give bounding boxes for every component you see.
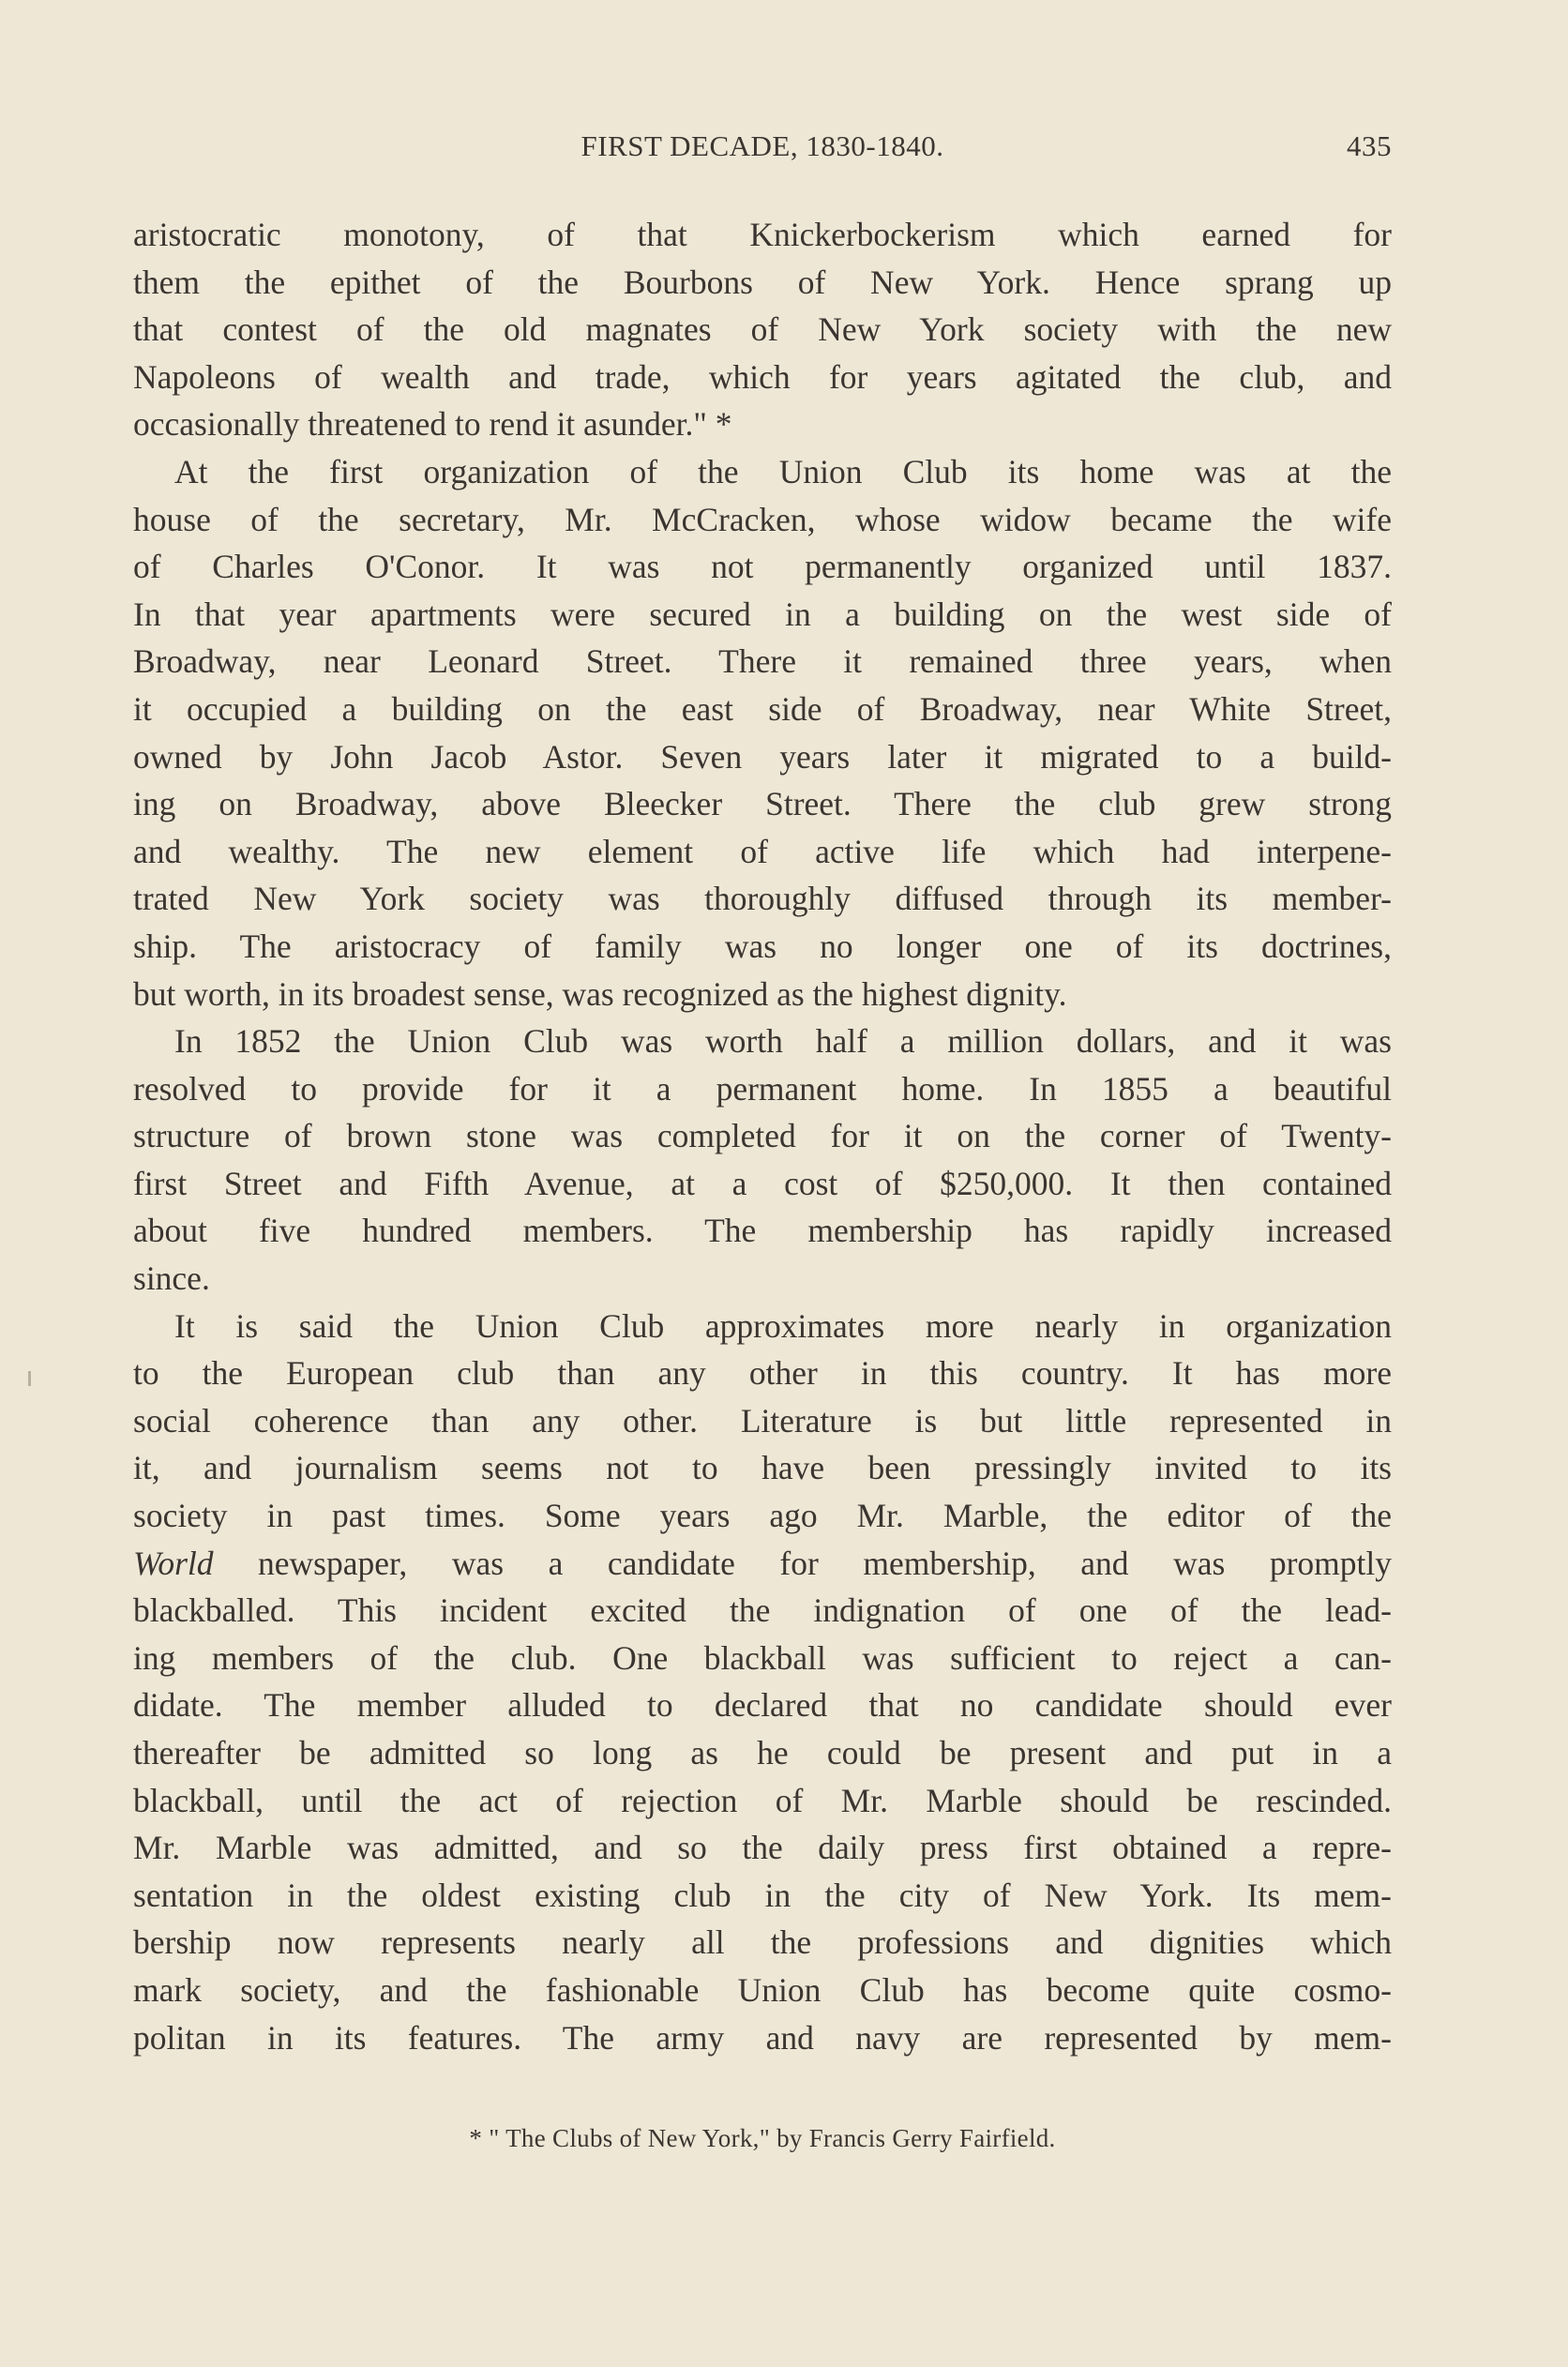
text-line: to the European club than any other in this country. It has more xyxy=(133,1354,1392,1393)
text-line: thereafter be admitted so long as he could be present and put in a xyxy=(133,1734,1392,1771)
body-text xyxy=(133,211,1392,2061)
page-number: 435 xyxy=(1347,129,1392,162)
text-line: bership now represents nearly all the professions and dignities which xyxy=(133,1923,1392,1962)
text-line: blackball, until the act of rejection of Mr. Marble should be rescinded. xyxy=(133,1781,1392,1819)
text-line: society in past times. Some years ago Mr. Marble, the editor of the xyxy=(133,1497,1392,1535)
text-line: It is said the Union Club approximates more nearly in organization xyxy=(174,1306,1392,1345)
text-line: blackballed. This incident excited the indignation of one of the lead- xyxy=(133,1591,1392,1630)
text-line: In 1852 the Union Club was worth half a million dollars, and it was xyxy=(174,1022,1392,1061)
running-title: FIRST DECADE, 1830-1840. xyxy=(580,129,944,162)
text-line: since. xyxy=(133,1259,210,1298)
text-line: and wealthy. The new element of active life which had interpene- xyxy=(133,832,1392,870)
text-line: resolved to provide for it a permanent home. In 1855 a beautiful xyxy=(133,1069,1392,1108)
text-line: trated New York society was thoroughly diffused through its member- xyxy=(133,880,1392,918)
text-line: but worth, in its broadest sense, was recognized as the highest dignity. xyxy=(133,974,1067,1013)
text-line: of Charles O'Conor. It was not permanently organized until 1837. xyxy=(133,548,1392,586)
text-line: first Street and Fifth Avenue, at a cost of $250,000. It then contained xyxy=(133,1164,1392,1202)
text-line: aristocratic monotony, of that Knickerbockerism which earned for xyxy=(133,216,1392,253)
text-line: ing members of the club. One blackball was sufficient to reject a can- xyxy=(133,1638,1392,1677)
text-line: structure of brown stone was completed for it on the corner of Twenty- xyxy=(133,1117,1392,1155)
text-line: it, and journalism seems not to have been pressingly invited to its xyxy=(133,1449,1392,1487)
text-line: didate. The member alluded to declared that no candidate should ever xyxy=(133,1686,1392,1725)
text-line: World newspaper, was a candidate for membership, and was promptly xyxy=(133,1544,1392,1582)
margin-mark xyxy=(28,1371,31,1386)
text-line: them the epithet of the Bourbons of New York. Hence sprang up xyxy=(133,263,1392,301)
text-line: about five hundred members. The membership has rapidly increased xyxy=(133,1212,1392,1250)
text-line: occasionally threatened to rend it asunder." * xyxy=(133,405,732,444)
text-line: Mr. Marble was admitted, and so the daily press first obtained a repre- xyxy=(133,1829,1392,1867)
text-line: In that year apartments were secured in a building on the west side of xyxy=(133,595,1392,633)
text-line: Napoleons of wealth and trade, which for years agitated the club, and xyxy=(133,357,1392,396)
text-line: ship. The aristocracy of family was no longer one of its doctrines, xyxy=(133,927,1392,965)
footnote: * " The Clubs of New York," by Francis Gerry Fairfield. xyxy=(469,2124,1056,2152)
text-line: house of the secretary, Mr. McCracken, whose widow became the wife xyxy=(133,500,1392,538)
text-line: social coherence than any other. Literature is but little represented in xyxy=(133,1401,1392,1440)
text-line: it occupied a building on the east side of Broadway, near White Street, xyxy=(133,689,1392,728)
text-line: politan in its features. The army and navy are represented by mem- xyxy=(133,2018,1392,2057)
text-line: Broadway, near Leonard Street. There it remained three years, when xyxy=(133,642,1392,681)
text-line: sentation in the oldest existing club in the city of New York. Its mem- xyxy=(133,1876,1392,1914)
text-line: owned by John Jacob Astor. Seven years later it migrated to a build- xyxy=(133,737,1392,776)
text-line: mark society, and the fashionable Union Club has become quite cosmo- xyxy=(133,1970,1392,2009)
text-line: that contest of the old magnates of New York society with the new xyxy=(133,310,1392,349)
text-line: At the first organization of the Union Club its home was at the xyxy=(174,452,1392,490)
text-line: ing on Broadway, above Bleecker Street. There the club grew strong xyxy=(133,785,1392,823)
running-head xyxy=(133,129,1392,171)
